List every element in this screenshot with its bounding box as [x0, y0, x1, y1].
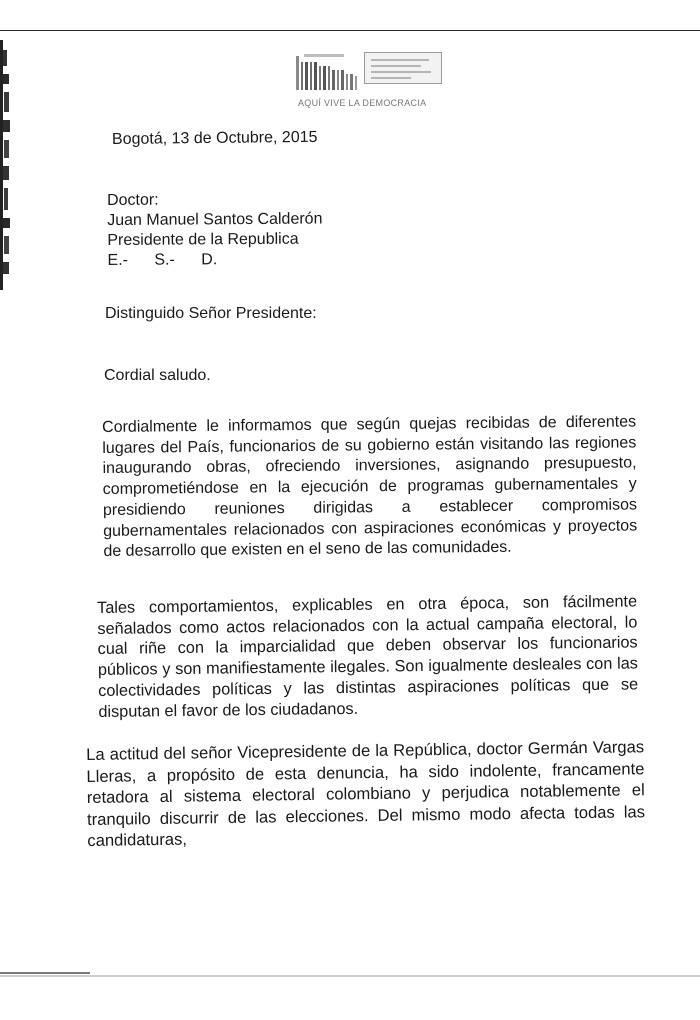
letterhead-logo — [296, 50, 446, 112]
salutation: Distinguido Señor Presidente: — [105, 305, 317, 322]
greeting: Cordial saludo. — [104, 367, 211, 384]
scan-top-edge — [0, 30, 700, 31]
recipient-closing-abbrev: E.- S.- D. — [107, 251, 218, 269]
scan-bottom-edge — [0, 975, 700, 977]
letterhead-seal-box — [364, 52, 442, 84]
recipient-position: Presidente de la Republica — [107, 230, 299, 249]
letter-date: Bogotá, 13 de Octubre, 2015 — [111, 128, 318, 148]
body-paragraph-3: La actitud del señor Vicepresidente de la República, doctor Germán Vargas Lleras, a propósito de esta denuncia, ha sido indolente, francamente retadora al sistema electoral colombiano y perjudica notablemente el tranquilo discurrir de las elecciones. Del mismo modo afecta todas las candidaturas, — [86, 737, 646, 850]
recipient-title: Doctor: — [107, 191, 159, 209]
recipient-name: Juan Manuel Santos Calderón — [107, 210, 323, 229]
recipient-block — [107, 189, 323, 271]
scan-bottom-mark — [0, 972, 90, 974]
body-paragraph-2: Tales comportamientos, explicables en otra época, son fácilmente señalados como actos relacionados con la actual campaña electoral, lo cual riñe con la imparcialidad que deben observar los funcionarios públicos y son manifiestamente ilegales. Son igualmente desleales con las colectividades políticas y las distintas aspiraciones políticas que se disputan el favor de los ciudadanos. — [97, 592, 639, 721]
letterhead-tagline: AQUÍ VIVE LA DEMOCRACIA — [298, 98, 427, 108]
barcode-logo-icon — [296, 54, 362, 92]
scan-left-edge — [0, 40, 14, 290]
body-paragraph-1: Cordialmente le informamos que según quejas recibidas de diferentes lugares del País, funcionarios de su gobierno están visitando las regiones inaugurando obras, ofreciendo inversiones, asignando presupuesto, comprometiéndose en la ejecución de programas gubernamentales y presidiendo reuniones dirigidas a establecer compromisos gubernamentales relacionados con aspiraciones económicas y proyectos de desarrollo que existen en el seno de las comunidades. — [102, 413, 638, 561]
